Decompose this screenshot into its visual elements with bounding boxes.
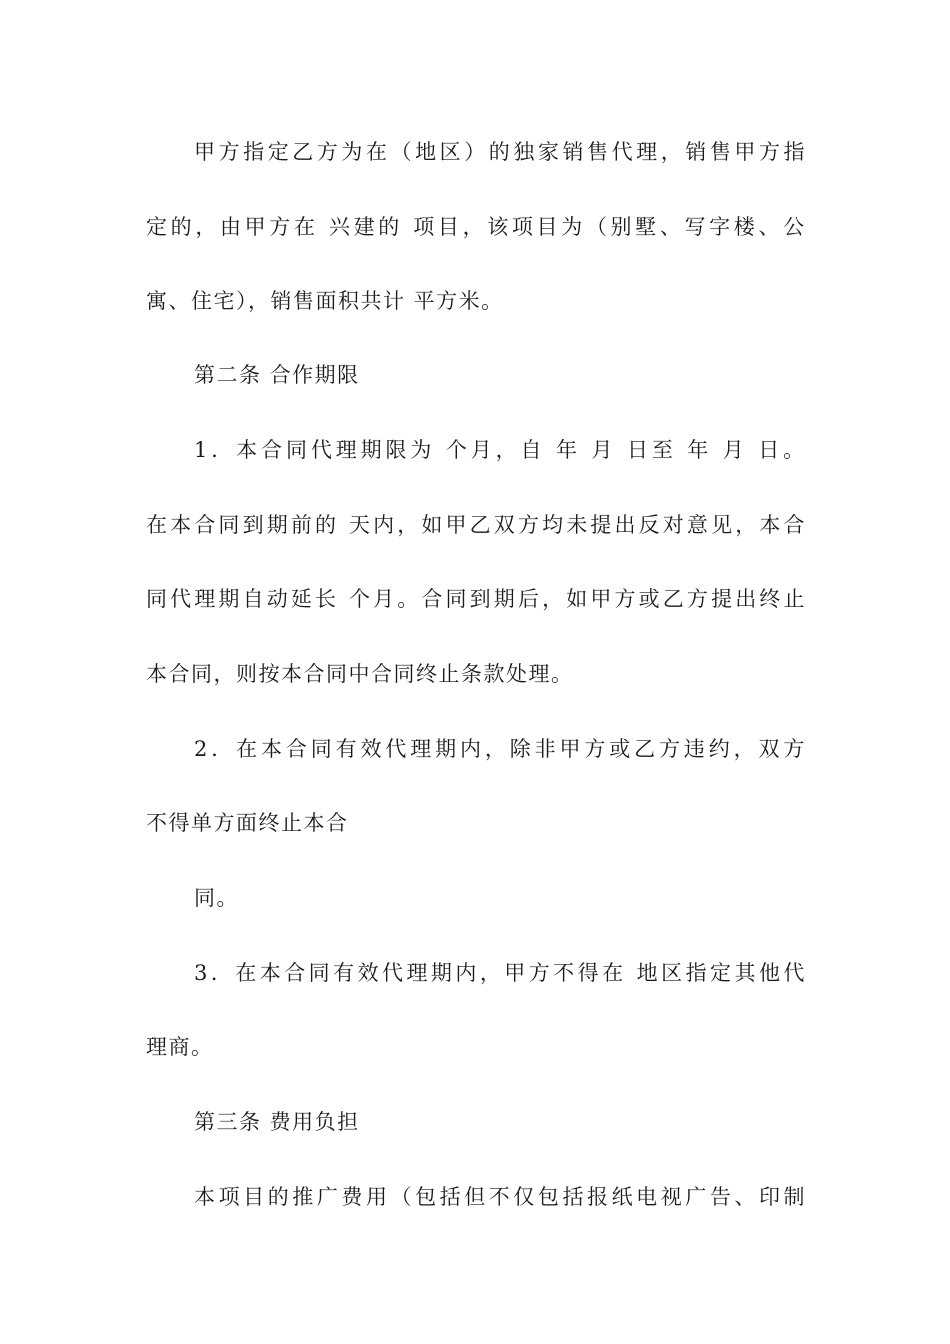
text-line: 本 项 目 的 推 广 费 用 （ 包 括 但 不 仅 包 括 报 纸 电 视 广 告 、 印 制 [194, 1185, 806, 1209]
section-heading: 第二条 合作期限 [194, 363, 360, 387]
text-line: 甲 方 指 定 乙 方 为 在 （ 地 区 ） 的 独 家 销 售 代 理 ， 销 售 甲 方 指 [194, 140, 806, 164]
text-line: 同。 [194, 886, 239, 910]
text-line: 3 ． 在 本 合 同 有 效 代 理 期 内 ， 甲 方 不 得 在 地 区 指 定 其 他 代 [194, 961, 806, 985]
section-heading: 第三条 费用负担 [194, 1110, 360, 1134]
text-line: 1 ． 本 合 同 代 理 期 限 为 个 月 ， 自 年 月 日 至 年 月 日 。 [194, 438, 806, 462]
text-line: 理商。 [146, 1035, 214, 1059]
text-line: 2 ． 在 本 合 同 有 效 代 理 期 内 ， 除 非 甲 方 或 乙 方 违 约 ， 双 方 [194, 737, 806, 761]
text-line: 本合同，则按本合同中合同终止条款处理。 [146, 662, 574, 686]
text-line: 同 代 理 期 自 动 延 长 个 月 。 合 同 到 期 后 ， 如 甲 方 或 乙 方 提 出 终 止 [146, 587, 806, 611]
text-line: 在 本 合 同 到 期 前 的 天 内 ， 如 甲 乙 双 方 均 未 提 出 反 对 意 见 ， 本 合 [146, 513, 806, 537]
text-line: 寓、住宅），销售面积共计 平方米。 [146, 289, 504, 313]
text-line: 不得单方面终止本合 [146, 811, 349, 835]
text-line: 定 的 ， 由 甲 方 在 兴 建 的 项 目 ， 该 项 目 为 （ 别 墅 、 写 字 楼 、 公 [146, 215, 806, 239]
